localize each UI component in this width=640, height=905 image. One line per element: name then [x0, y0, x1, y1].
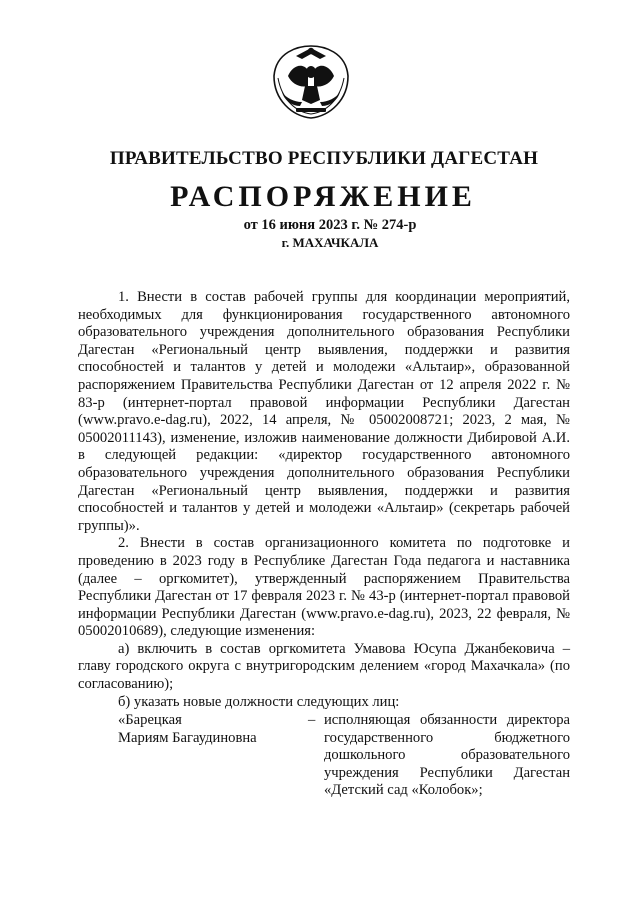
separator-dash: – — [308, 712, 316, 728]
government-title: ПРАВИТЕЛЬСТВО РЕСПУБЛИКИ ДАГЕСТАН — [109, 148, 539, 169]
paragraph-2a: а) включить в состав оргкомитета Умавова Юсупа Джанбековича – главу городского округа с внутригородским делением «город Махачкала» (по согласованию); — [78, 640, 570, 693]
person-position: исполняющая обязанности директора государственного бюджетного дошкольного образовательного учреждения Республики Дагестан «Детский сад «Колобок»; — [324, 712, 570, 799]
person-name-line-2: Мариям Багаудиновна — [118, 729, 257, 746]
paragraph-1: 1. Внести в состав рабочей группы для координации мероприятий, необходимых для функционирования государственного автономного образовательного учреждения дополнительного образования Республики Дагестан «Региональный центр выявления, поддержки и развития способностей и талантов у детей и молодежи «Альтаир», образованной распоряжением Правительства Республики Дагестан от 12 апреля 2022 г. № 83-р (интернет-портал правовой информации Республики Дагестан (www.pravo.e-dag.ru), 2022, 14 апреля, № 05002008721; 2023, 2 мая, № 05002011143), изменение, изложив наименование должности Дибировой А.И. в следующей редакции: «директор государственного автономного образовательного учреждения дополнительного образования Республики Дагестан «Региональный центр выявления, поддержки и развития способностей и талантов у детей и молодежи «Альтаир» (секретарь рабочей группы)». — [78, 289, 570, 534]
document-type: РАСПОРЯЖЕНИЕ — [170, 180, 476, 213]
paragraph-2: 2. Внести в состав организационного комитета по подготовке и проведению в 2023 году в Республике Дагестан Года педагога и наставника (далее – оргкомитет), утвержденный распоряжением Правительства Республики Дагестан от 17 февраля 2023 г. № 43-р (интернет-портал правовой информации Республики Дагестан (www.pravo.e-dag.ru), 2023, 22 февраля, № 05002010689), следующие изменения: — [78, 535, 570, 640]
paragraph-2b: б) указать новые должности следующих лиц: — [118, 693, 400, 710]
document-city: г. МАХАЧКАЛА — [281, 235, 379, 250]
person-name-line-1: «Барецкая — [118, 712, 182, 728]
document-body — [78, 289, 570, 711]
document-date-number: от 16 июня 2023 г. № 274-р — [243, 217, 417, 233]
coat-of-arms-icon — [268, 42, 354, 122]
person-name — [118, 712, 298, 747]
